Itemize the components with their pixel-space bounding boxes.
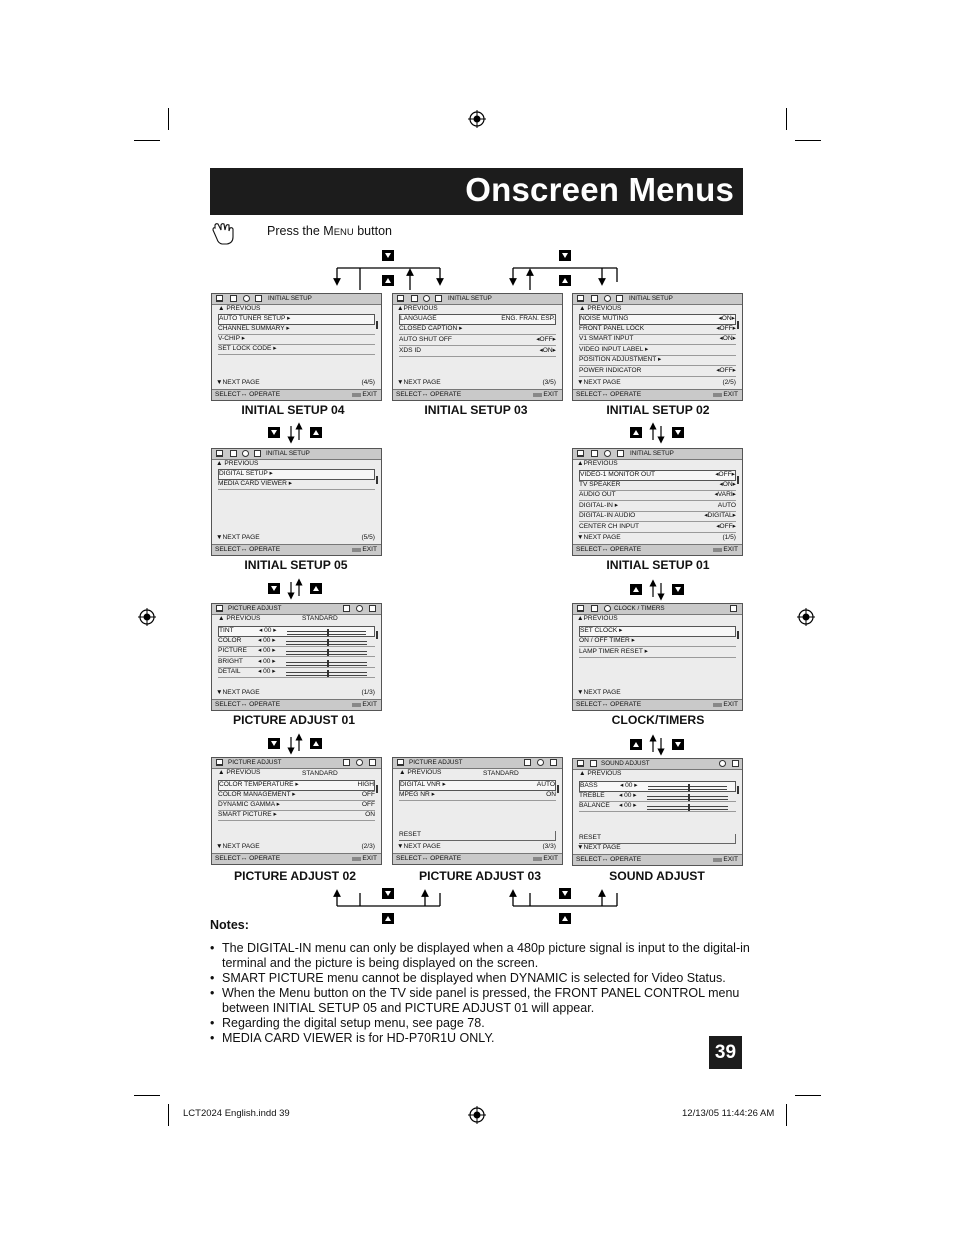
- down-arrow-icon: [382, 888, 394, 899]
- menu-initial-setup-04: INITIAL SETUP ▲ PREVIOUS AUTO TUNER SETUP ▸ CHANNEL SUMMARY ▸ V-CHIP ▸ SET LOCK CODE ▸ ▼NEXT PAGE (4/5) SELECT↔ OPERATE EXIT: [211, 293, 382, 401]
- up-arrow-icon: [559, 275, 571, 286]
- caption: INITIAL SETUP 03: [424, 403, 528, 417]
- menu-initial-setup-01: INITIAL SETUP ▲PREVIOUS VIDEO-1 MONITOR OUT ◂OFF▸ TV SPEAKER ◂ON▸ AUDIO OUT ◂VARI▸ DIGITAL-IN ▸ AUTO DIGITAL-IN AUDIO ◂DIGITAL▸ CENTER CH INPUT ◂OFF▸ ▼NEXT PAGE (1/5) SELECT↔ OPERATE EXIT: [572, 448, 743, 556]
- down-arrow-icon: [672, 584, 684, 595]
- down-arrow-icon: [382, 250, 394, 261]
- caption: INITIAL SETUP 02: [606, 403, 710, 417]
- notes-heading: Notes:: [210, 918, 249, 932]
- down-arrow-icon: [559, 888, 571, 899]
- caption: PICTURE ADJUST 01: [232, 713, 356, 727]
- down-arrow-icon: [559, 250, 571, 261]
- page-title: Onscreen Menus: [465, 171, 734, 208]
- caption: PICTURE ADJUST 02: [233, 869, 357, 883]
- menu-clock-timers: CLOCK / TIMERS ▲PREVIOUS SET CLOCK ▸ ON / OFF TIMER ▸ LAMP TIMER RESET ▸ ▼NEXT PAGE SELECT↔ OPERATE EXIT: [572, 603, 743, 711]
- up-arrow-icon: [630, 584, 642, 595]
- up-arrow-icon: [630, 427, 642, 438]
- up-arrow-icon: [382, 275, 394, 286]
- down-arrow-icon: [268, 583, 280, 594]
- menu-picture-adjust-03: PICTURE ADJUST ▲ PREVIOUS STANDARD DIGITAL VNR ▸ AUTO MPEG NR ▸ ON RESET ▼NEXT PAGE (3/3) SELECT↔ OPERATE EXIT: [392, 757, 563, 865]
- caption: PICTURE ADJUST 03: [418, 869, 542, 883]
- up-arrow-icon: [310, 738, 322, 749]
- caption: INITIAL SETUP 04: [241, 403, 345, 417]
- footer-timestamp: 12/13/05 11:44:26 AM: [682, 1108, 775, 1119]
- down-arrow-icon: [672, 427, 684, 438]
- menu-picture-adjust-01: PICTURE ADJUST ▲ PREVIOUS STANDARD TINT ◂ 00 ▸ COLOR ◂ 00 ▸ PICTURE ◂ 00 ▸ BRIGHT ◂ 00 ▸ DETAIL ◂ 00 ▸ ▼NEXT PAGE (1/3) SELECT↔ OPERATE EXIT: [211, 603, 382, 711]
- menu-sound-adjust: SOUND ADJUST ▲ PREVIOUS BASS ◂ 00 ▸ TREBLE ◂ 00 ▸ BALANCE ◂ 00 ▸ RESET ▼NEXT PAGE SELECT↔ OPERATE EXIT: [572, 758, 743, 866]
- note-item: • MEDIA CARD VIEWER is for HD-P70R1U ONLY.: [210, 1031, 495, 1045]
- caption: INITIAL SETUP 01: [606, 558, 710, 572]
- menu-picture-adjust-02: PICTURE ADJUST ▲ PREVIOUS STANDARD COLOR TEMPERATURE ▸ HIGH COLOR MANAGEMENT ▸ OFF DYNAMIC GAMMA ▸ OFF SMART PICTURE ▸ ON ▼NEXT PAGE (2/3) SELECT↔ OPERATE EXIT: [211, 757, 382, 865]
- caption: CLOCK/TIMERS: [611, 713, 705, 727]
- menu-initial-setup-02: INITIAL SETUP ▲ PREVIOUS NOISE MUTING ◂ON▸ FRONT PANEL LOCK ◂OFF▸ V1 SMART INPUT ◂ON▸ VIDEO INPUT LABEL ▸ POSITION ADJUSTMENT ▸ POWER INDICATOR ◂OFF▸ ▼NEXT PAGE (2/5) SELECT↔ OPERATE EXIT: [572, 293, 743, 401]
- note-item: • SMART PICTURE menu cannot be displayed when DYNAMIC is selected for Video Status.: [210, 971, 726, 985]
- up-arrow-icon: [310, 427, 322, 438]
- down-arrow-icon: [672, 739, 684, 750]
- up-arrow-icon: [310, 583, 322, 594]
- down-arrow-icon: [268, 427, 280, 438]
- up-arrow-icon: [559, 913, 571, 924]
- up-arrow-icon: [382, 913, 394, 924]
- caption: SOUND ADJUST: [609, 869, 705, 883]
- note-item: • When the Menu button on the TV side panel is pressed, the FRONT PANEL CONTROL menu between INITIAL SETUP 05 and PICTURE ADJUST 01 will appear.: [210, 986, 740, 1015]
- down-arrow-icon: [268, 738, 280, 749]
- press-menu-instruction: Press the MENU button: [267, 224, 392, 238]
- caption: INITIAL SETUP 05: [244, 558, 348, 572]
- menu-initial-setup-03: INITIAL SETUP ▲PREVIOUS LANGUAGE ENG. FRAN. ESP. CLOSED CAPTION ▸ AUTO SHUT OFF ◂OFF▸ XDS ID ◂ON▸ ▼NEXT PAGE (3/5) SELECT↔ OPERATE EXIT: [392, 293, 563, 401]
- menu-initial-setup-05: INITIAL SETUP ▲ PREVIOUS DIGITAL SETUP ▸ MEDIA CARD VIEWER ▸ ▼NEXT PAGE (5/5) SELECT↔ OPERATE EXIT: [211, 448, 382, 556]
- note-item: • Regarding the digital setup menu, see page 78.: [210, 1016, 485, 1030]
- page-number: 39: [709, 1036, 742, 1069]
- footer-file-info: LCT2024 English.indd 39: [183, 1108, 290, 1119]
- up-arrow-icon: [630, 739, 642, 750]
- note-item: • The DIGITAL-IN menu can only be displayed when a 480p picture signal is input to the digital-in terminal and the picture is being displayed on the screen.: [210, 941, 750, 970]
